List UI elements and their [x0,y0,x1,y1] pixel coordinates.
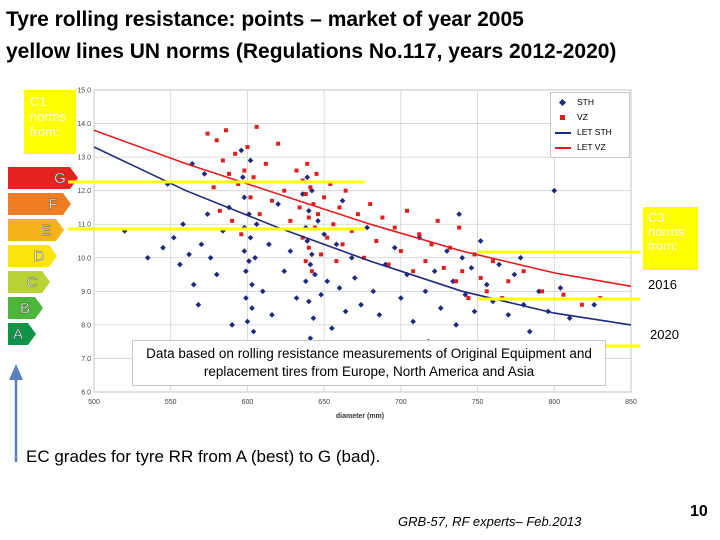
c1-from-word: from: [30,124,60,139]
vz-point [540,289,544,293]
x-axis-label: diameter (mm) [335,413,385,420]
legend-item-sth [555,97,594,108]
c1-label: C1 [30,94,47,109]
grade-arrow [9,364,23,462]
vz-point [215,138,219,142]
vz-point [485,289,489,293]
x-tick-label: 700 [395,399,407,406]
y-tick-label: 11.0 [77,221,91,229]
x-tick-label: 750 [471,399,484,406]
vz-point [218,209,222,213]
vz-point [245,145,249,149]
grade-letter: C [26,274,38,291]
slide-title-line2: yellow lines UN norms (Regulations No.117, years 2012-2020) [6,40,617,63]
vz-point [506,279,510,283]
y-tick-label: 6.0 [81,389,91,397]
arrow-head [9,364,23,380]
grade-letter: E [40,222,52,239]
legend-label: LET STH [577,127,612,137]
vz-point [304,192,308,196]
c3-from-word: from: [648,238,678,253]
page-number: 10 [690,503,708,520]
slide-footer: GRB-57, RF experts– Feb.2013 [398,514,582,529]
vz-point [399,249,403,253]
vz-point [314,172,318,176]
vz-point [368,202,372,206]
legend-item-let-sth [555,127,612,138]
vz-point [227,172,231,176]
chart-legend [550,92,630,158]
vz-point [258,212,262,216]
grade-arrow-f [8,193,71,215]
x-tick-label: 600 [241,399,254,406]
note-line1: Data based on rolling resistance measurements of Original Equipment and [146,346,592,361]
vz-point [304,259,308,263]
legend-item-let-vz [555,142,606,153]
x-tick-label: 800 [548,399,561,406]
year-2016-label: 2016 [648,277,677,292]
vz-point [341,242,345,246]
year-2020-label: 2020 [650,327,679,342]
y-tick-label: 7.0 [81,355,91,363]
vz-point [522,269,526,273]
vz-point [393,226,397,230]
c3-norms-box [643,207,698,270]
vz-point [316,212,320,216]
vz-point [248,195,252,199]
vz-point [460,269,464,273]
legend-item-vz [555,112,588,123]
vz-point [466,296,470,300]
vz-point [282,189,286,193]
vz-point [308,185,312,189]
vz-point [233,152,237,156]
vz-point [405,209,409,213]
y-tick-label: 9.0 [81,288,91,296]
vz-point [270,199,274,203]
grade-letter: D [33,248,45,265]
vz-point [298,205,302,209]
vz-point [417,232,421,236]
vz-point [561,293,565,297]
vz-point [206,132,210,136]
vz-point [454,279,458,283]
ec-grade-scale [8,167,78,345]
vz-point [242,169,246,173]
data-source-note [132,340,606,386]
y-tick-label: 12.0 [77,188,91,196]
grade-arrow-g [8,167,78,189]
vz-point [442,266,446,270]
vz-point [479,276,483,280]
c1-norms-box [24,90,76,154]
grade-letter: B [19,300,31,317]
vz-point [374,239,378,243]
vz-point [264,162,268,166]
c1-norms-word: norms [30,109,67,124]
vz-point [288,219,292,223]
vz-point [252,175,256,179]
legend-label: STH [577,97,594,107]
grade-letter: G [54,170,66,187]
vz-point [307,246,311,250]
vz-point [457,226,461,230]
vz-point [411,269,415,273]
c3-norms-word: norms [648,224,685,239]
grade-arrow-d [8,245,57,267]
vz-point [322,195,326,199]
vz-point [239,232,243,236]
vz-point [310,269,314,273]
vz-point [212,185,216,189]
vz-point [295,169,299,173]
vz-point [356,212,360,216]
vz-point [344,189,348,193]
vz-point [255,125,259,129]
vz-point [491,259,495,263]
vz-point [305,162,309,166]
vz-point [580,303,584,307]
x-tick-label: 550 [164,399,177,406]
vz-point [331,222,335,226]
y-tick-label: 15.0 [77,87,91,95]
y-tick-label: 8.0 [81,322,91,330]
x-tick-label: 500 [88,399,100,406]
c3-label: C3 [648,210,665,225]
vz-point [276,142,280,146]
vz-point [380,216,384,220]
vz-point [307,216,311,220]
vz-point [230,219,234,223]
legend-label: LET VZ [577,142,606,152]
y-tick-label: 14.0 [77,121,91,129]
y-tick-label: 10.0 [77,255,91,263]
grades-caption: EC grades for tyre RR from A (best) to G (bad). [26,447,381,466]
grade-letter: A [12,326,24,343]
vz-point [221,158,225,162]
vz-point [436,219,440,223]
y-tick-label: 13.0 [77,154,91,162]
vz-point [423,259,427,263]
slide-title-line1: Tyre rolling resistance: points – market of year 2005 [6,8,524,31]
vz-point [224,128,228,132]
vz-point [334,259,338,263]
vz-point [325,236,329,240]
vz-point [337,205,341,209]
note-line2: replacement tires from Europe, North America and Asia [203,364,535,379]
x-tick-label: 850 [625,399,637,406]
grade-arrow-e [8,219,64,241]
grade-letter: F [48,196,58,213]
vz-point [319,252,323,256]
legend-label: VZ [577,112,588,122]
x-tick-label: 650 [318,399,330,406]
